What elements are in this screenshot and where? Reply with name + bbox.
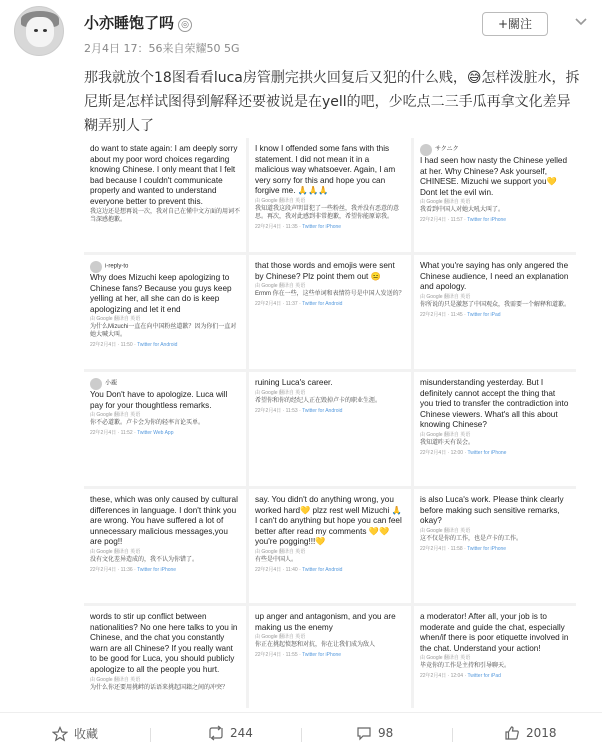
client-text: Twitter for iPhone	[302, 652, 342, 659]
username[interactable]	[84, 12, 192, 33]
post-meta: 2月4日 17：56来自荣耀50 5G	[84, 42, 240, 55]
image-grid	[84, 138, 576, 708]
tweet-timestamp	[255, 651, 405, 660]
tweet-timestamp	[420, 311, 570, 320]
translate-note: 由 Google 翻译自 英语	[420, 527, 471, 534]
tweet-timestamp	[90, 429, 240, 438]
timestamp-text: 22年2月4日 · 12:00 ·	[420, 449, 468, 456]
favorite-button[interactable]	[52, 725, 98, 742]
client-text: Twitter for iPhone	[467, 449, 507, 456]
grid-image[interactable]	[84, 489, 246, 603]
timestamp-text: 22年2月4日 · 11:52 ·	[90, 430, 138, 437]
tweet-translation: 希望你和你的经纪人正在毁掉卢卡的职业生涯。	[255, 397, 382, 404]
client-text: Twitter for iPad	[467, 311, 501, 318]
comment-icon	[356, 725, 372, 741]
grid-image[interactable]	[249, 606, 411, 708]
timestamp-text: 22年2月4日 · 11:50 ·	[90, 342, 138, 349]
tweet-author: 小鹿	[105, 380, 118, 387]
tweet-timestamp	[90, 341, 240, 350]
thumbs-up-icon	[504, 725, 520, 741]
tweet-translation: 我看到中国人对她大吼大叫了。	[420, 207, 505, 214]
grid-image[interactable]	[414, 138, 576, 252]
translate-note: 由 Google 翻译自 英语	[90, 548, 141, 555]
tweet-translation: 我知道昨天有误会。	[420, 439, 475, 446]
grid-image[interactable]	[414, 255, 576, 369]
translate-note: 由 Google 翻译自 英语	[420, 199, 471, 206]
username-text[interactable]: 小亦睡饱了吗	[84, 14, 175, 32]
tweet-timestamp	[255, 407, 405, 416]
tweet-translation: 你不必道歉。卢卡会为你的轻率言论买单。	[90, 420, 205, 427]
tweet-translation: 我知道我这段声明冒犯了一些粉丝，我并没有恶意的意思。再次，我对此感到非常抱歉，希望你能原谅我。	[255, 205, 400, 220]
client-text: Twitter for Android	[137, 342, 178, 349]
avatar	[90, 261, 102, 273]
repost-button[interactable]	[208, 725, 253, 741]
timestamp-text: 22年2月4日 · 11:45 ·	[420, 311, 468, 318]
tweet-timestamp	[255, 300, 405, 309]
grid-image[interactable]	[84, 138, 246, 252]
tweet-text: a moderator! After all, your job is to moderate and guide the chat, especially when/if there is poor etiquette involved in the chat. Understand your action!	[420, 612, 569, 653]
favorite-label: 收藏	[74, 727, 99, 741]
tweet-text: I had seen how nasty the Chinese yelled at her. Why Chinese? Ask yourself, CHINESE. Mizuchi we support you💛 Dont let the evil win.	[420, 156, 568, 197]
tweet-text: What you're saying has only angered the Chinese audience, I need an explanation and apology.	[420, 261, 569, 292]
translate-note: 由 Google 翻译自 英语	[255, 283, 306, 290]
tweet-translation: 这不仅是你的工作，也是卢卡的工作。	[420, 535, 523, 542]
tweet-author: サクニク	[435, 146, 459, 153]
timestamp-text: 22年2月4日 · 11:53 ·	[255, 407, 303, 414]
grid-image[interactable]	[249, 255, 411, 369]
translate-note: 由 Google 翻译自 英语	[255, 197, 306, 204]
grid-image[interactable]	[84, 255, 246, 369]
chevron-down-icon[interactable]	[574, 14, 588, 28]
translate-note: 由 Google 翻译自 英语	[255, 548, 306, 555]
client-text: Twitter for Android	[302, 301, 343, 308]
client-text: Twitter for iPhone	[137, 566, 177, 573]
post-text: 那我就放个18图看看luca房管删完拱火回复后又犯的什么贱，😅怎样泼脏水，拆尼斯是怎样试图得到解释还要被说是在yell的吧，少吃点二三手瓜再拿文化差异糊弄别人了	[84, 70, 580, 134]
timestamp-text: 22年2月4日 · 11:55 ·	[255, 652, 303, 659]
client-text: Twitter Web App	[137, 430, 174, 437]
grid-image[interactable]	[249, 372, 411, 486]
grid-image[interactable]	[414, 372, 576, 486]
divider	[452, 728, 453, 742]
tweet-translation: 为什么Mizuchi一直在向中国粉丝道歉？因为你们一直对她大喊大叫。	[90, 324, 237, 339]
translate-note: 由 Google 翻译自 英语	[420, 655, 471, 662]
like-button[interactable]	[504, 725, 557, 741]
tweet-text: do want to state again: I am deeply sorry about my poor word choices regarding knowing Chinese. I only meant that I felt bad because I couldn't communicate properly and wanted to understand everyone better to prevent this.	[90, 144, 238, 206]
timestamp-text: 22年2月4日 · 11:36 ·	[90, 566, 138, 573]
tweet-translation: 为什么你还要用挑衅的话语来挑起国籍之间的冲突？	[90, 684, 229, 691]
avatar[interactable]	[14, 6, 64, 56]
client-text: Twitter for iPhone	[467, 217, 507, 224]
grid-image[interactable]	[249, 138, 411, 252]
tweet-translation: 没有文化差异造成的，我不认为你错了。	[90, 556, 199, 563]
tweet-text: say. You didn't do anything wrong, you worked hard💛 plzz rest well Mizuchi 🙏 I can't do anything but hope you can feel better after read my comments 💛💛 you're pogging!!!💛	[255, 495, 402, 547]
tweet-text: is also Luca's work. Please think clearly before making such sensitive remarks, okay?	[420, 495, 564, 526]
tweet-timestamp	[90, 566, 240, 575]
timestamp-text: 22年2月4日 · 11:37 ·	[255, 301, 303, 308]
translate-note: 由 Google 翻译自 英语	[90, 412, 141, 419]
timestamp-text: 22年2月4日 · 12:04 ·	[420, 673, 468, 680]
tweet-timestamp	[420, 449, 570, 458]
tweet-author: i-reply-to	[105, 263, 129, 270]
tweet-text: Why does Mizuchi keep apologizing to Chinese fans? Because you guys keep yelling at her, all she can do is keep apologizing and let it end	[90, 273, 232, 314]
tweet-text: that those words and emojis were sent by Chinese? Plz point them out 😑	[255, 261, 395, 281]
tweet-timestamp	[255, 566, 405, 575]
translate-note: 由 Google 翻译自 英语	[420, 293, 471, 300]
avatar	[90, 378, 102, 390]
avatar-eye	[43, 29, 47, 32]
repost-icon	[208, 725, 224, 741]
tweet-text: You Don't have to apologize. Luca will pay for your thoughtless remarks.	[90, 390, 228, 410]
star-icon	[52, 726, 68, 742]
tweet-translation: 毕竟你的工作是主持和引导聊天。	[420, 663, 511, 670]
grid-image[interactable]	[414, 489, 576, 603]
post-header	[0, 0, 602, 58]
timestamp-text: 22年2月4日 · 11:57 ·	[420, 217, 468, 224]
tweet-translation: 你正在挑起愤怒和对抗，你在让我们成为敌人	[255, 642, 376, 649]
avatar-eye	[34, 29, 38, 32]
tweet-text: these, which was only caused by cultural differences in language. I don't think you are wrong. You have suffered a lot of unnecessary malicious messages,you are pog!!	[90, 495, 238, 547]
timestamp-text: 22年2月4日 · 11:35 ·	[255, 223, 303, 230]
translate-note: 由 Google 翻译自 英语	[420, 431, 471, 438]
translate-note: 由 Google 翻译自 英语	[90, 316, 141, 323]
divider	[301, 728, 302, 742]
tweet-translation: 有些是中国人。	[255, 556, 298, 563]
user-badge-icon: ◎	[178, 18, 192, 32]
tweet-translation: 你所说的只是激怒了中国观众，我需要一个解释和道歉。	[420, 301, 571, 308]
like-count: 2018	[526, 726, 557, 740]
action-bar	[0, 712, 602, 754]
tweet-text: misunderstanding yesterday. But I definitely cannot accept the thing that you tried to transfer the contradiction into Chinese viewers. What's all this about knowing Chinese?	[420, 378, 569, 430]
timestamp-text: 22年2月4日 · 11:58 ·	[420, 545, 468, 552]
tweet-text: ruining Luca's career.	[255, 378, 333, 387]
client-text: Twitter for iPhone	[302, 223, 342, 230]
divider	[150, 728, 151, 742]
follow-button[interactable]: +關注	[482, 12, 548, 36]
tweet-timestamp	[420, 216, 570, 225]
tweet-text: words to stir up conflict between nationalities? No one here talks to you in Chinese, and the chat you constantly warn are all Chinese? If you really want to be good for Luca, you should publicly apologize to all the people you hurt.	[90, 612, 238, 674]
avatar-face	[26, 17, 54, 47]
translate-note: 由 Google 翻译自 英语	[90, 676, 141, 683]
tweet-timestamp	[420, 672, 570, 681]
translate-note: 由 Google 翻译自 英语	[255, 634, 306, 641]
comment-button[interactable]	[356, 725, 393, 741]
tweet-text: up anger and antagonism, and you are making us the enemy	[255, 612, 396, 632]
tweet-text: I know I offended some fans with this statement. I did not mean it in a malicious way whatsoever. Again, I am very sorry for this and hope you can forgive me. 🙏🙏🙏	[255, 144, 396, 196]
comment-count: 98	[378, 726, 394, 740]
tweet-translation: 我这边还是想再说一次，我对自己在懂中文方面的用词不当深感抱歉。	[90, 208, 241, 223]
tweet-timestamp	[420, 545, 570, 554]
grid-image[interactable]	[249, 489, 411, 603]
tweet-translation: Ermm 你在一些，这些单词和表情符号是中国人发送的？	[255, 291, 405, 298]
translate-note: 由 Google 翻译自 英语	[255, 389, 306, 396]
grid-image[interactable]	[414, 606, 576, 708]
client-text: Twitter for iPad	[467, 673, 501, 680]
tweet-timestamp	[255, 223, 405, 232]
timestamp-text: 22年2月4日 · 11:40 ·	[255, 566, 303, 573]
client-text: Twitter for Android	[302, 407, 343, 414]
repost-count: 244	[230, 726, 253, 740]
client-text: Twitter for iPhone	[467, 545, 507, 552]
grid-image[interactable]	[84, 372, 246, 486]
avatar	[420, 144, 432, 156]
grid-image[interactable]	[84, 606, 246, 708]
client-text: Twitter for Android	[302, 566, 343, 573]
